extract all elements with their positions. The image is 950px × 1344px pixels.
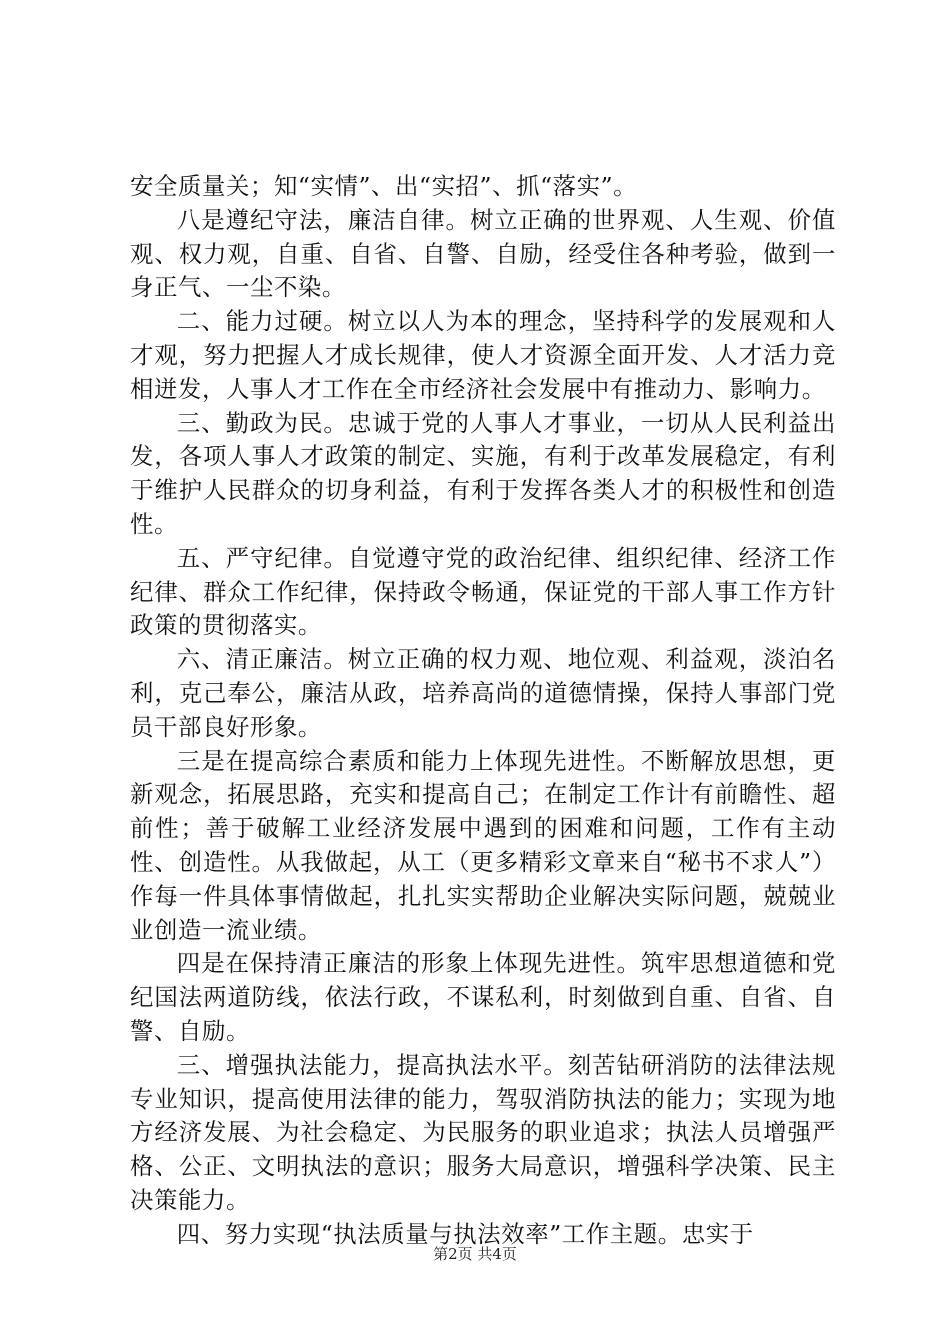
paragraph-3: 二、能力过硬。树立以人为本的理念，坚持科学的发展观和人才观，努力把握人才成长规律，使人才资源全面开发、人才活力竞相迸发，人事人才工作在全市经济社会发展中有推动力、影响力。 [130, 307, 836, 403]
paragraph-2: 八是遵纪守法，廉洁自律。树立正确的世界观、人生观、价值观、权力观，自重、自省、自警、自励，经受住各种考验，做到一身正气、一尘不染。 [130, 205, 836, 302]
paragraph-1: 安全质量关；知“实情”、出“实招”、抓“落实”。 [130, 172, 638, 200]
paragraph-6: 六、清正廉洁。树立正确的权力观、地位观、利益观，淡泊名利，克己奉公，廉洁从政，培养高尚的道德情操，保持人事部门党员干部良好形象。 [130, 645, 836, 741]
paragraph-7: 三是在提高综合素质和能力上体现先进性。不断解放思想，更新观念，拓展思路，充实和提高自己；在制定工作计有前瞻性、超前性；善于破解工业经济发展中遇到的困难和问题，工作有主动性、创造性。从我做起，从工（更多精彩文章来自“秘书不求人”）作每一件具体事情做起，扎扎实实帮助企业解决实际问题，兢兢业业创造一流业绩。 [130, 746, 836, 944]
page-number-footer: 第2页 共4页 [433, 1245, 517, 1263]
document-body [130, 170, 836, 1252]
paragraph-4: 三、勤政为民。忠诚于党的人事人才事业，一切从人民利益出发，各项人事人才政策的制定、实施，有利于改革发展稳定，有利于维护人民群众的切身利益，有利于发挥各类人才的积极性和创造性。 [130, 408, 836, 538]
paragraph-8: 四是在保持清正廉洁的形象上体现先进性。筑牢思想道德和党纪国法两道防线，依法行政，不谋私利，时刻做到自重、自省、自警、自励。 [130, 949, 836, 1045]
paragraph-10: 四、努力实现“执法质量与执法效率”工作主题。忠实于 [176, 1219, 754, 1248]
paragraph-5: 五、严守纪律。自觉遵守党的政治纪律、组织纪律、经济工作纪律、群众工作纪律，保持政令畅通，保证党的干部人事工作方针政策的贯彻落实。 [130, 543, 836, 640]
paragraph-9: 三、增强执法能力，提高执法水平。刻苦钻研消防的法律法规专业知识，提高使用法律的能力，驾驭消防执法的能力；实现为地方经济发展、为社会稳定、为民服务的职业追求；执法人员增强严格、公正、文明执法的意识；服务大局意识，增强科学决策、民主决策能力。 [130, 1050, 836, 1214]
